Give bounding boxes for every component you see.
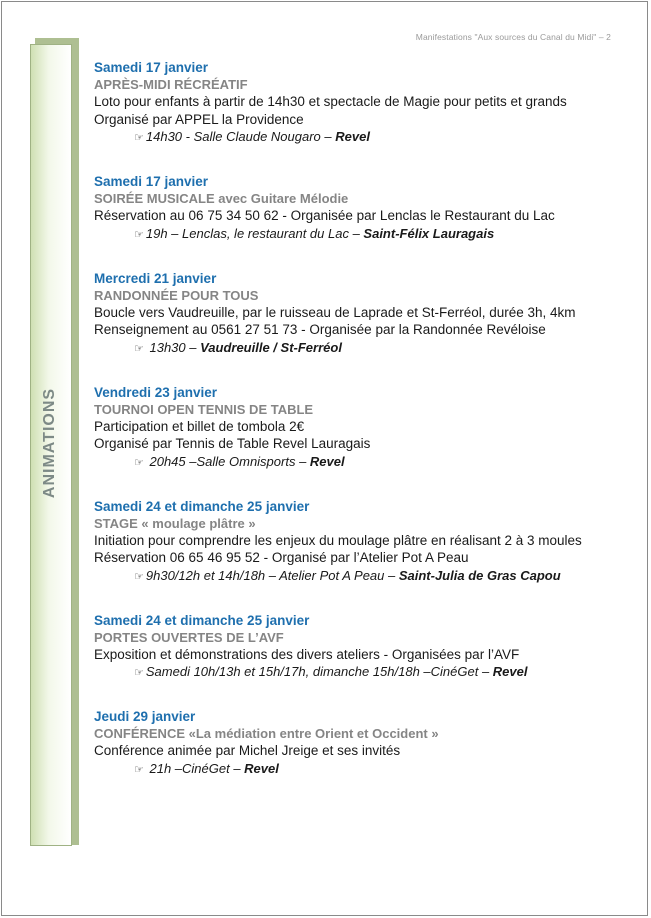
pointing-hand-icon: ☞ — [134, 570, 144, 583]
event-date: Samedi 17 janvier — [94, 174, 209, 189]
event-item — [94, 498, 624, 586]
event-title: CONFÉRENCE «La médiation entre Orient et Occident » — [94, 726, 439, 741]
pointing-hand-icon: ☞ — [134, 763, 144, 776]
event-location — [94, 760, 624, 779]
event-location — [94, 663, 624, 682]
event-item — [94, 173, 624, 244]
pointing-hand-icon: ☞ — [134, 132, 144, 144]
event-place: Revel — [244, 760, 279, 776]
event-description: Boucle vers Vaudreuille, par le ruisseau de Laprade et St-Ferréol, durée 3h, 4km — [94, 304, 576, 320]
event-time: Samedi 10h/13h et 15h/17h, dimanche 15h/18h –CinéGet – — [145, 664, 493, 679]
event-description: Participation et billet de tombola 2€ — [94, 418, 305, 434]
event-place: Revel — [492, 664, 528, 679]
event-item — [94, 708, 624, 779]
event-description: Organisé par APPEL la Providence — [94, 111, 304, 127]
event-date: Mercredi 21 janvier — [94, 270, 217, 286]
event-date: Samedi 24 et dimanche 25 janvier — [94, 498, 310, 514]
event-place: Saint-Félix Lauragais — [363, 225, 495, 241]
event-time: 20h45 –Salle Omnisports – — [145, 453, 310, 469]
side-label: ANIMATIONS — [41, 387, 58, 499]
event-date: Samedi 17 janvier — [94, 60, 209, 75]
event-item — [94, 384, 624, 472]
event-description: Initiation pour comprendre les enjeux du moulage plâtre en réalisant 2 à 3 moules — [94, 532, 582, 548]
event-place: Revel — [335, 129, 370, 144]
pointing-hand-icon: ☞ — [134, 456, 144, 469]
event-item — [94, 59, 624, 147]
event-title: SOIRÉE MUSICALE avec Guitare Mélodie — [94, 191, 349, 206]
event-location — [94, 225, 624, 244]
event-time: 14h30 - Salle Claude Nougaro – — [145, 129, 336, 144]
event-description: Conférence animée par Michel Jreige et ses invités — [94, 743, 401, 758]
event-title: TOURNOI OPEN TENNIS DE TABLE — [94, 401, 314, 417]
pointing-hand-icon: ☞ — [134, 667, 144, 679]
event-description: Réservation au 06 75 34 50 62 - Organisée par Lenclas le Restaurant du Lac — [94, 208, 555, 223]
event-description: Réservation 06 65 46 95 52 - Organisé par l’Atelier Pot A Peau — [94, 550, 469, 565]
event-date: Vendredi 23 janvier — [94, 384, 218, 400]
event-description: Organisé par Tennis de Table Revel Lauragais — [94, 436, 371, 451]
event-description: Exposition et démonstrations des divers ateliers - Organisées par l’AVF — [94, 646, 520, 662]
event-title: STAGE « moulage plâtre » — [94, 515, 256, 531]
event-place: Saint-Julia de Gras Capou — [398, 567, 561, 583]
event-location — [94, 339, 624, 358]
event-place: Vaudreuille / St-Ferréol — [200, 339, 342, 355]
event-title: PORTES OUVERTES DE L’AVF — [94, 629, 284, 645]
event-time: 21h –CinéGet – — [145, 760, 245, 776]
page-header: Manifestations "Aux sources du Canal du Midi" – 2 — [415, 32, 611, 42]
event-date: Samedi 24 et dimanche 25 janvier — [94, 612, 310, 628]
pointing-hand-icon: ☞ — [134, 342, 144, 355]
event-time: 9h30/12h et 14h/18h – Atelier Pot A Peau – — [145, 567, 399, 583]
event-location — [94, 567, 624, 586]
event-item — [94, 270, 624, 358]
event-list — [94, 59, 624, 805]
event-description: Loto pour enfants à partir de 14h30 et spectacle de Magie pour petits et grands — [94, 94, 567, 109]
event-time: 19h – Lenclas, le restaurant du Lac – — [145, 225, 364, 241]
event-date: Jeudi 29 janvier — [94, 709, 196, 724]
event-location — [94, 453, 624, 472]
event-title: RANDONNÉE POUR TOUS — [94, 287, 259, 303]
event-item — [94, 612, 624, 683]
event-title: APRÈS-MIDI RÉCRÉATIF — [94, 77, 248, 92]
event-description: Renseignement au 0561 27 51 73 - Organisée par la Randonnée Revéloise — [94, 322, 546, 337]
event-place: Revel — [309, 453, 345, 469]
event-location — [94, 128, 624, 147]
event-time: 13h30 – — [145, 339, 201, 355]
pointing-hand-icon: ☞ — [134, 228, 144, 241]
